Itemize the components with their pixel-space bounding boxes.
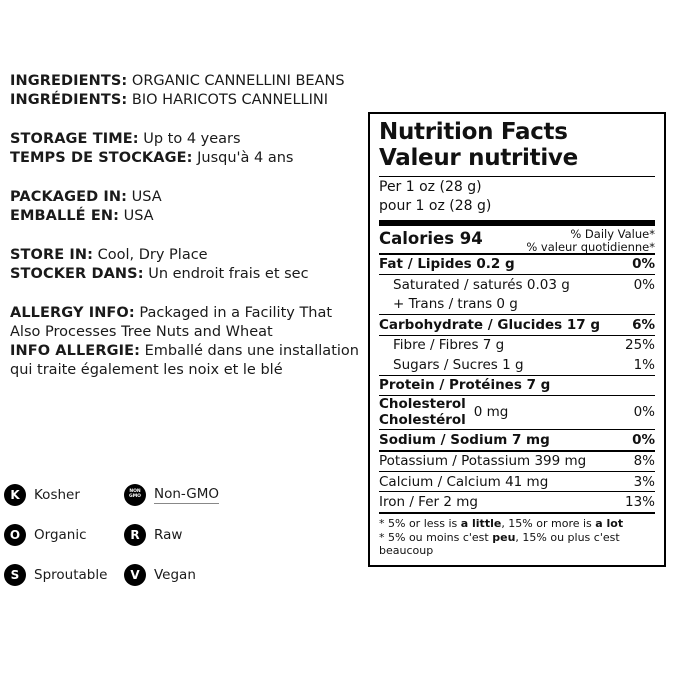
info-block-packaged-in bbox=[10, 188, 365, 226]
info-value: BIO HARICOTS CANNELLINI bbox=[131, 92, 329, 108]
info-label: PACKAGED IN: bbox=[10, 189, 128, 205]
nutrient-dv: 1% bbox=[633, 356, 655, 373]
nutrient-row-sugars bbox=[379, 355, 655, 374]
nutrient-dv: 0% bbox=[632, 256, 655, 273]
badge-label: Raw bbox=[154, 527, 183, 543]
non-gmo-badge-icon: NON GMO bbox=[124, 484, 146, 506]
badge-kosher bbox=[4, 484, 124, 506]
nutrient-row-potassium bbox=[379, 452, 655, 471]
serving-size-en: Per 1 oz (28 g) bbox=[379, 178, 482, 195]
info-line bbox=[10, 342, 365, 380]
nutrient-name: Calcium / Calcium 41 mg bbox=[379, 473, 549, 490]
info-block-store-in bbox=[10, 246, 365, 284]
nutrient-name: Carbohydrate / Glucides 17 g bbox=[379, 316, 601, 333]
info-value: Jusqu'à 4 ans bbox=[197, 150, 294, 166]
nutrition-footnote bbox=[379, 514, 655, 558]
cholesterol-amount: 0 mg bbox=[473, 404, 509, 421]
info-line bbox=[10, 130, 365, 149]
nutrient-name: + Trans / trans 0 g bbox=[393, 296, 518, 313]
nutrient-name: Potassium / Potassium 399 mg bbox=[379, 453, 587, 470]
badge-row bbox=[4, 555, 354, 595]
badge-non-gmo bbox=[124, 484, 219, 506]
footnote-fr-c: , 15% ou plus c'est beaucoup bbox=[379, 530, 620, 558]
badge-label: Sproutable bbox=[34, 567, 108, 583]
nutrient-dv: 0% bbox=[633, 404, 655, 421]
nutrient-dv: 3% bbox=[633, 473, 655, 490]
footnote-en-b: a little bbox=[460, 516, 502, 530]
certification-badges bbox=[4, 475, 354, 595]
serving-size-fr: pour 1 oz (28 g) bbox=[379, 198, 492, 214]
calories-label: Calories bbox=[379, 228, 455, 248]
info-block-ingredients bbox=[10, 72, 365, 110]
info-value: Up to 4 years bbox=[143, 131, 241, 147]
info-label: INGREDIENTS: bbox=[10, 73, 128, 89]
nutrient-row-cholesterol bbox=[379, 396, 655, 429]
nutrient-name bbox=[379, 397, 466, 428]
badge-organic bbox=[4, 524, 124, 546]
info-value: USA bbox=[123, 208, 154, 224]
info-value: USA bbox=[131, 189, 162, 205]
nutrient-row-fibre bbox=[379, 336, 655, 355]
footnote-fr bbox=[379, 531, 655, 559]
product-info-section bbox=[10, 72, 365, 400]
nutrient-name: Sugars / Sucres 1 g bbox=[393, 356, 524, 373]
nutrient-name: Saturated / saturés 0.03 g bbox=[393, 276, 570, 293]
nutrient-name: Iron / Fer 2 mg bbox=[379, 493, 478, 510]
badge-label: Kosher bbox=[34, 487, 80, 503]
info-line bbox=[10, 149, 365, 168]
footnote-fr-b: peu bbox=[492, 530, 516, 544]
nutrient-dv: 0% bbox=[633, 276, 655, 293]
info-line bbox=[10, 246, 365, 265]
info-label: STORAGE TIME: bbox=[10, 131, 139, 147]
nutrition-title-en: Nutrition Facts bbox=[379, 119, 568, 145]
info-label: STOCKER DANS: bbox=[10, 266, 144, 282]
info-line bbox=[10, 91, 365, 110]
footnote-en bbox=[379, 517, 655, 531]
info-block-storage-time bbox=[10, 130, 365, 168]
calories-label-value bbox=[379, 229, 483, 249]
nutrient-dv: 0% bbox=[632, 431, 655, 448]
info-label: STORE IN: bbox=[10, 247, 94, 263]
nutrient-dv: 6% bbox=[632, 316, 655, 333]
nutrient-row-calcium bbox=[379, 472, 655, 491]
daily-value-header-fr: % valeur quotidienne* bbox=[526, 240, 655, 255]
info-block-allergy-info bbox=[10, 304, 365, 380]
nutrient-name: Fat / Lipides 0.2 g bbox=[379, 256, 515, 273]
info-line bbox=[10, 188, 365, 207]
nutrition-title-fr: Valeur nutritive bbox=[379, 144, 578, 171]
badge-label: Vegan bbox=[154, 567, 196, 583]
organic-badge-icon: O bbox=[4, 524, 26, 546]
badge-label: Organic bbox=[34, 527, 87, 543]
info-line bbox=[10, 72, 365, 91]
cholesterol-name-fr: Cholestérol bbox=[379, 411, 466, 428]
calories-value: 94 bbox=[459, 228, 483, 248]
info-label: TEMPS DE STOCKAGE: bbox=[10, 150, 193, 166]
nutrient-name: Protein / Protéines 7 g bbox=[379, 377, 551, 394]
nutrient-dv: 25% bbox=[624, 337, 655, 354]
footnote-en-d: a lot bbox=[595, 516, 624, 530]
nutrient-row-carbohydrate bbox=[379, 315, 655, 334]
info-line bbox=[10, 304, 365, 342]
nutrient-dv: 8% bbox=[633, 453, 655, 470]
nutrient-name: Fibre / Fibres 7 g bbox=[393, 337, 505, 354]
nutrient-row-trans bbox=[379, 295, 655, 314]
daily-value-header-en: % Daily Value* bbox=[570, 226, 655, 241]
info-label: INFO ALLERGIE: bbox=[10, 343, 140, 359]
kosher-badge-icon: K bbox=[4, 484, 26, 506]
raw-badge-icon: R bbox=[124, 524, 146, 546]
divider bbox=[379, 176, 655, 177]
info-label: ALLERGY INFO: bbox=[10, 305, 135, 321]
nutrient-name: Sodium / Sodium 7 mg bbox=[379, 431, 550, 448]
sproutable-badge-icon: S bbox=[4, 564, 26, 586]
nutrient-row-iron bbox=[379, 492, 655, 511]
info-line bbox=[10, 265, 365, 284]
footnote-en-c: , 15% or more is bbox=[501, 516, 596, 530]
footnote-fr-a: * 5% ou moins c'est bbox=[379, 530, 493, 544]
info-value: ORGANIC CANNELLINI BEANS bbox=[131, 73, 345, 89]
nutrient-row-sodium bbox=[379, 430, 655, 449]
nutrient-row-fat bbox=[379, 255, 655, 274]
info-value: Un endroit frais et sec bbox=[148, 266, 309, 282]
nutrient-row-protein bbox=[379, 376, 655, 395]
footnote-en-a: * 5% or less is bbox=[379, 516, 461, 530]
badge-raw bbox=[124, 524, 182, 546]
info-value: Cool, Dry Place bbox=[97, 247, 208, 263]
badge-row bbox=[4, 515, 354, 555]
vegan-badge-icon: V bbox=[124, 564, 146, 586]
info-value: Packaged in a Facility That Also Processes Tree Nuts and Wheat bbox=[10, 305, 333, 340]
badge-label: Non-GMO bbox=[154, 486, 220, 502]
badge-sproutable bbox=[4, 564, 124, 586]
info-label: INGRÉDIENTS: bbox=[10, 92, 128, 108]
info-label: EMBALLÉ EN: bbox=[10, 208, 119, 224]
info-line bbox=[10, 207, 365, 226]
badge-vegan bbox=[124, 564, 196, 586]
cholesterol-name-en: Cholesterol bbox=[379, 396, 466, 413]
badge-row bbox=[4, 475, 354, 515]
nutrient-row-saturated bbox=[379, 275, 655, 294]
nutrition-facts-panel bbox=[368, 112, 666, 567]
info-value: Emballé dans une installation qui traite également les noix et le blé bbox=[10, 343, 359, 378]
nutrient-dv: 13% bbox=[624, 493, 655, 510]
